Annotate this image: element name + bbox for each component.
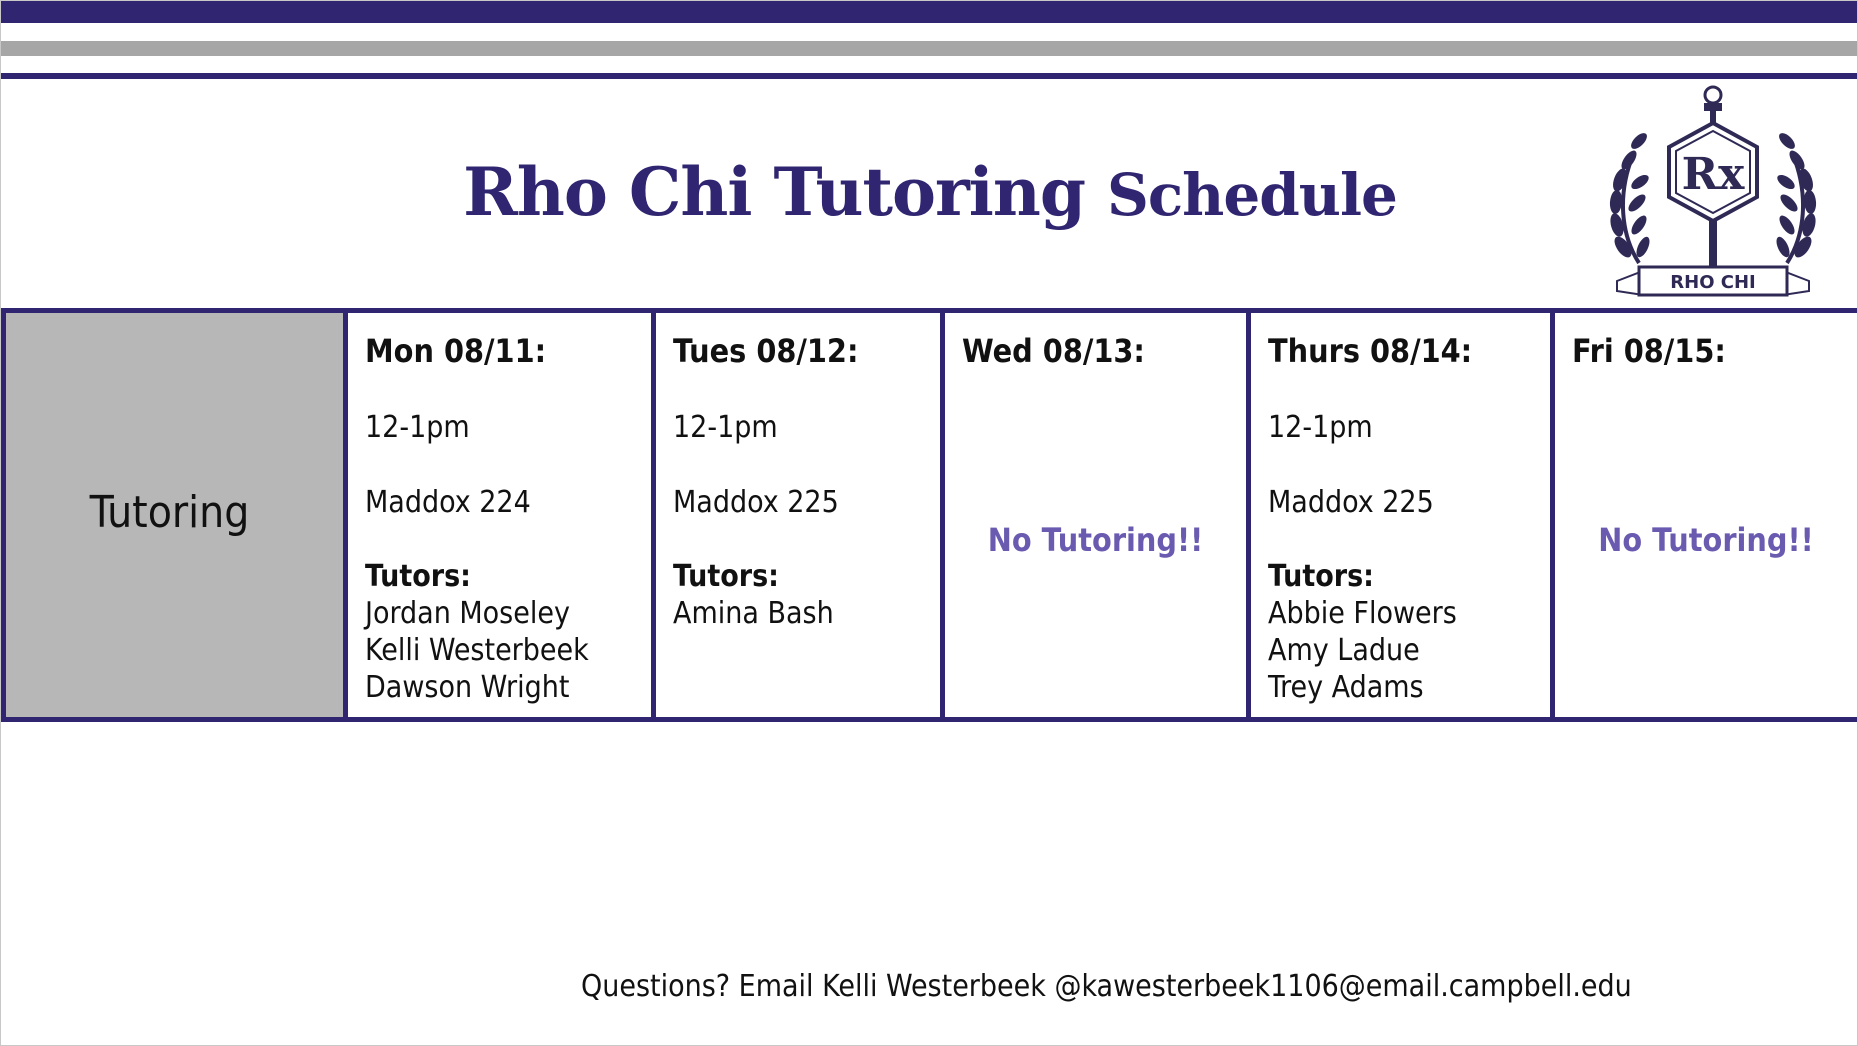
tutors-label: Tutors: xyxy=(365,559,471,594)
tutor-name: Kelli Westerbeek xyxy=(365,633,589,668)
tutor-name: Abbie Flowers xyxy=(1268,596,1457,631)
svg-text:RHO CHI: RHO CHI xyxy=(1670,272,1756,293)
title-sub: Schedule xyxy=(1106,161,1397,229)
tutor-name: Amy Ladue xyxy=(1268,633,1420,668)
session-time: 12-1pm xyxy=(365,410,470,445)
session-room: Maddox 225 xyxy=(673,485,839,520)
tutors-label: Tutors: xyxy=(673,559,779,594)
no-tutoring-notice: No Tutoring!! xyxy=(987,521,1204,559)
contact-footer: Questions? Email Kelli Westerbeek @kawesterbeek1106@email.campbell.edu xyxy=(581,969,1632,1004)
day-cell-tues xyxy=(654,311,943,720)
day-cell-mon xyxy=(346,311,654,720)
day-cell-fri xyxy=(1553,311,1858,720)
header-bar-thin xyxy=(1,73,1857,79)
title-main: Rho Chi Tutoring xyxy=(463,153,1085,231)
day-title: Wed 08/13: xyxy=(962,332,1145,370)
day-title: Fri 08/15: xyxy=(1572,332,1726,370)
day-cell-wed xyxy=(943,311,1249,720)
no-tutoring-notice: No Tutoring!! xyxy=(1598,521,1814,559)
session-time: 12-1pm xyxy=(1268,410,1373,445)
rho-chi-crest-icon xyxy=(1609,85,1817,305)
session-room: Maddox 225 xyxy=(1268,485,1434,520)
page-title xyxy=(1,153,1858,231)
tutor-name: Jordan Moseley xyxy=(365,596,570,631)
day-title: Mon 08/11: xyxy=(365,332,547,370)
tutor-name: Trey Adams xyxy=(1268,670,1424,705)
day-title: Tues 08/12: xyxy=(673,332,859,370)
tutor-list xyxy=(673,595,834,632)
row-label: Tutoring xyxy=(89,486,250,538)
row-label-cell xyxy=(4,311,346,720)
tutors-label: Tutors: xyxy=(1268,559,1374,594)
header-bar-grey xyxy=(1,41,1857,56)
header-bar-top xyxy=(1,1,1857,23)
session-room: Maddox 224 xyxy=(365,485,531,520)
schedule-table xyxy=(1,308,1858,722)
tutor-list xyxy=(365,595,589,706)
tutor-name: Dawson Wright xyxy=(365,670,570,705)
tutor-name: Amina Bash xyxy=(673,596,834,631)
tutor-list xyxy=(1268,595,1457,706)
session-time: 12-1pm xyxy=(673,410,778,445)
day-title: Thurs 08/14: xyxy=(1268,332,1473,370)
day-cell-thurs xyxy=(1249,311,1553,720)
schedule-row xyxy=(4,311,1858,720)
svg-text:Rx: Rx xyxy=(1681,149,1745,200)
